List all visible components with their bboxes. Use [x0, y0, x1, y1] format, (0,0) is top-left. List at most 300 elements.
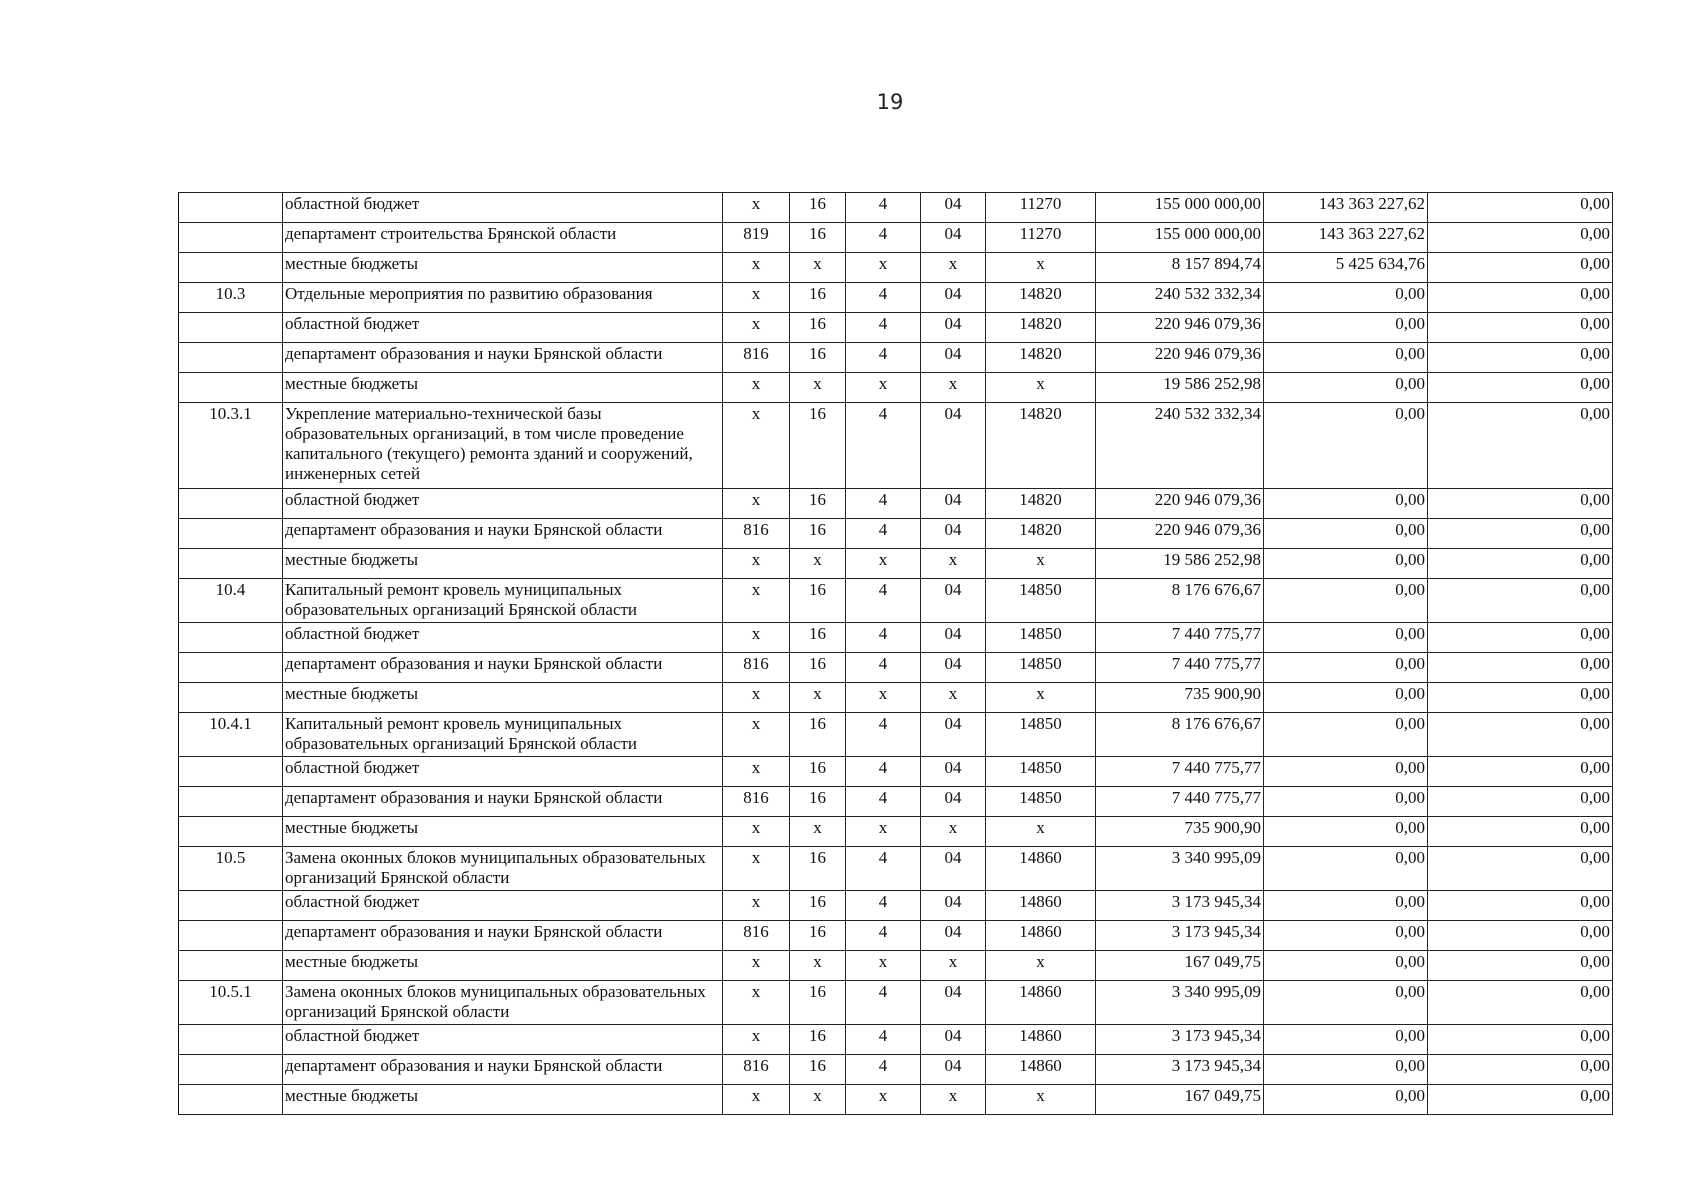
- code-cell: 14820: [986, 283, 1096, 313]
- amount-cell: 0,00: [1264, 683, 1428, 713]
- item-number-cell: [179, 817, 283, 847]
- code-cell: 16: [790, 223, 846, 253]
- amount-cell: 3 173 945,34: [1096, 1025, 1264, 1055]
- amount-cell: 7 440 775,77: [1096, 787, 1264, 817]
- amount-cell: 0,00: [1428, 981, 1613, 1025]
- grbs-code-cell: 819: [723, 223, 790, 253]
- item-number-cell: [179, 549, 283, 579]
- item-number-cell: [179, 519, 283, 549]
- code-cell: 4: [846, 1025, 921, 1055]
- code-cell: 04: [921, 713, 986, 757]
- code-cell: 14860: [986, 847, 1096, 891]
- item-number-cell: [179, 253, 283, 283]
- item-number-cell: [179, 757, 283, 787]
- code-cell: x: [921, 549, 986, 579]
- grbs-code-cell: x: [723, 549, 790, 579]
- table-row: [179, 757, 1613, 787]
- code-cell: 16: [790, 343, 846, 373]
- code-cell: 4: [846, 713, 921, 757]
- grbs-code-cell: x: [723, 891, 790, 921]
- amount-cell: 0,00: [1264, 787, 1428, 817]
- code-cell: x: [986, 549, 1096, 579]
- amount-cell: 0,00: [1428, 847, 1613, 891]
- code-cell: 14820: [986, 403, 1096, 489]
- code-cell: x: [986, 253, 1096, 283]
- table-row: [179, 489, 1613, 519]
- code-cell: 4: [846, 921, 921, 951]
- code-cell: x: [921, 817, 986, 847]
- amount-cell: 0,00: [1264, 847, 1428, 891]
- amount-cell: 8 176 676,67: [1096, 713, 1264, 757]
- grbs-code-cell: x: [723, 623, 790, 653]
- amount-cell: 220 946 079,36: [1096, 313, 1264, 343]
- table-row: [179, 579, 1613, 623]
- table-row: [179, 549, 1613, 579]
- code-cell: x: [846, 373, 921, 403]
- amount-cell: 0,00: [1264, 713, 1428, 757]
- description-cell: местные бюджеты: [283, 951, 723, 981]
- code-cell: x: [790, 683, 846, 713]
- code-cell: 04: [921, 847, 986, 891]
- amount-cell: 0,00: [1428, 313, 1613, 343]
- amount-cell: 0,00: [1428, 683, 1613, 713]
- code-cell: x: [846, 951, 921, 981]
- amount-cell: 0,00: [1264, 757, 1428, 787]
- code-cell: x: [921, 951, 986, 981]
- code-cell: 04: [921, 579, 986, 623]
- code-cell: 14820: [986, 343, 1096, 373]
- grbs-code-cell: x: [723, 1085, 790, 1115]
- table-row: [179, 313, 1613, 343]
- amount-cell: 0,00: [1264, 373, 1428, 403]
- amount-cell: 155 000 000,00: [1096, 193, 1264, 223]
- code-cell: 14820: [986, 489, 1096, 519]
- code-cell: x: [790, 373, 846, 403]
- code-cell: 16: [790, 579, 846, 623]
- grbs-code-cell: x: [723, 489, 790, 519]
- description-cell: местные бюджеты: [283, 253, 723, 283]
- code-cell: x: [986, 683, 1096, 713]
- grbs-code-cell: x: [723, 981, 790, 1025]
- amount-cell: 0,00: [1428, 757, 1613, 787]
- code-cell: 11270: [986, 193, 1096, 223]
- description-cell: областной бюджет: [283, 757, 723, 787]
- budget-table: [178, 192, 1613, 1115]
- amount-cell: 220 946 079,36: [1096, 343, 1264, 373]
- amount-cell: 0,00: [1428, 951, 1613, 981]
- code-cell: 4: [846, 403, 921, 489]
- amount-cell: 0,00: [1264, 489, 1428, 519]
- description-cell: Замена оконных блоков муниципальных образовательных организаций Брянской области: [283, 981, 723, 1025]
- item-number-cell: 10.5.1: [179, 981, 283, 1025]
- amount-cell: 19 586 252,98: [1096, 549, 1264, 579]
- table-row: [179, 373, 1613, 403]
- grbs-code-cell: 816: [723, 921, 790, 951]
- table-row: [179, 921, 1613, 951]
- amount-cell: 0,00: [1264, 313, 1428, 343]
- table-row: [179, 193, 1613, 223]
- code-cell: x: [846, 253, 921, 283]
- code-cell: 16: [790, 313, 846, 343]
- code-cell: x: [790, 951, 846, 981]
- description-cell: областной бюджет: [283, 313, 723, 343]
- code-cell: 14860: [986, 921, 1096, 951]
- code-cell: 04: [921, 313, 986, 343]
- grbs-code-cell: x: [723, 713, 790, 757]
- description-cell: департамент образования и науки Брянской области: [283, 653, 723, 683]
- amount-cell: 735 900,90: [1096, 683, 1264, 713]
- code-cell: x: [790, 817, 846, 847]
- amount-cell: 3 340 995,09: [1096, 981, 1264, 1025]
- code-cell: x: [846, 1085, 921, 1115]
- grbs-code-cell: x: [723, 847, 790, 891]
- code-cell: 14860: [986, 981, 1096, 1025]
- grbs-code-cell: 816: [723, 1055, 790, 1085]
- table-row: [179, 847, 1613, 891]
- code-cell: 14820: [986, 313, 1096, 343]
- item-number-cell: 10.4: [179, 579, 283, 623]
- amount-cell: 0,00: [1428, 343, 1613, 373]
- amount-cell: 220 946 079,36: [1096, 489, 1264, 519]
- item-number-cell: [179, 489, 283, 519]
- table-row: [179, 713, 1613, 757]
- code-cell: x: [921, 683, 986, 713]
- code-cell: x: [921, 373, 986, 403]
- code-cell: 4: [846, 283, 921, 313]
- code-cell: 04: [921, 403, 986, 489]
- code-cell: 16: [790, 653, 846, 683]
- amount-cell: 167 049,75: [1096, 951, 1264, 981]
- description-cell: департамент образования и науки Брянской области: [283, 921, 723, 951]
- grbs-code-cell: x: [723, 193, 790, 223]
- code-cell: 04: [921, 653, 986, 683]
- table-row: [179, 1055, 1613, 1085]
- code-cell: x: [846, 549, 921, 579]
- description-cell: Замена оконных блоков муниципальных образовательных организаций Брянской области: [283, 847, 723, 891]
- amount-cell: 0,00: [1428, 489, 1613, 519]
- code-cell: x: [846, 817, 921, 847]
- description-cell: департамент образования и науки Брянской области: [283, 343, 723, 373]
- code-cell: 16: [790, 623, 846, 653]
- table-row: [179, 1085, 1613, 1115]
- code-cell: 14850: [986, 713, 1096, 757]
- code-cell: 16: [790, 921, 846, 951]
- item-number-cell: [179, 951, 283, 981]
- code-cell: 14850: [986, 757, 1096, 787]
- grbs-code-cell: x: [723, 817, 790, 847]
- code-cell: 4: [846, 653, 921, 683]
- table-row: [179, 519, 1613, 549]
- code-cell: 14860: [986, 1025, 1096, 1055]
- amount-cell: 0,00: [1264, 283, 1428, 313]
- page-number: 19: [876, 90, 904, 114]
- item-number-cell: [179, 313, 283, 343]
- description-cell: департамент образования и науки Брянской области: [283, 787, 723, 817]
- amount-cell: 0,00: [1428, 579, 1613, 623]
- amount-cell: 240 532 332,34: [1096, 283, 1264, 313]
- code-cell: 14850: [986, 653, 1096, 683]
- code-cell: 16: [790, 403, 846, 489]
- code-cell: 4: [846, 981, 921, 1025]
- code-cell: 14860: [986, 1055, 1096, 1085]
- code-cell: 04: [921, 489, 986, 519]
- code-cell: 16: [790, 1025, 846, 1055]
- amount-cell: 0,00: [1264, 1025, 1428, 1055]
- table-row: [179, 623, 1613, 653]
- description-cell: местные бюджеты: [283, 549, 723, 579]
- code-cell: 04: [921, 623, 986, 653]
- amount-cell: 0,00: [1428, 403, 1613, 489]
- amount-cell: 0,00: [1428, 891, 1613, 921]
- code-cell: 04: [921, 283, 986, 313]
- amount-cell: 0,00: [1428, 1055, 1613, 1085]
- description-cell: областной бюджет: [283, 489, 723, 519]
- amount-cell: 7 440 775,77: [1096, 757, 1264, 787]
- amount-cell: 3 173 945,34: [1096, 891, 1264, 921]
- description-cell: областной бюджет: [283, 623, 723, 653]
- amount-cell: 0,00: [1428, 253, 1613, 283]
- code-cell: x: [790, 1085, 846, 1115]
- code-cell: 16: [790, 283, 846, 313]
- code-cell: x: [846, 683, 921, 713]
- amount-cell: 5 425 634,76: [1264, 253, 1428, 283]
- code-cell: x: [790, 253, 846, 283]
- table-row: [179, 1025, 1613, 1055]
- code-cell: 14850: [986, 579, 1096, 623]
- item-number-cell: [179, 921, 283, 951]
- amount-cell: 0,00: [1264, 817, 1428, 847]
- code-cell: 16: [790, 981, 846, 1025]
- description-cell: областной бюджет: [283, 891, 723, 921]
- amount-cell: 0,00: [1264, 343, 1428, 373]
- grbs-code-cell: x: [723, 283, 790, 313]
- amount-cell: 19 586 252,98: [1096, 373, 1264, 403]
- code-cell: 04: [921, 891, 986, 921]
- code-cell: 16: [790, 1055, 846, 1085]
- code-cell: 4: [846, 787, 921, 817]
- code-cell: 04: [921, 223, 986, 253]
- amount-cell: 8 157 894,74: [1096, 253, 1264, 283]
- code-cell: 14860: [986, 891, 1096, 921]
- amount-cell: 167 049,75: [1096, 1085, 1264, 1115]
- amount-cell: 0,00: [1428, 549, 1613, 579]
- description-cell: местные бюджеты: [283, 817, 723, 847]
- grbs-code-cell: x: [723, 373, 790, 403]
- code-cell: x: [921, 1085, 986, 1115]
- item-number-cell: [179, 1085, 283, 1115]
- code-cell: 04: [921, 787, 986, 817]
- amount-cell: 0,00: [1264, 891, 1428, 921]
- amount-cell: 0,00: [1428, 373, 1613, 403]
- table-row: [179, 653, 1613, 683]
- code-cell: 14820: [986, 519, 1096, 549]
- amount-cell: 0,00: [1264, 1055, 1428, 1085]
- code-cell: x: [986, 373, 1096, 403]
- amount-cell: 0,00: [1428, 713, 1613, 757]
- code-cell: 4: [846, 313, 921, 343]
- table-row: [179, 253, 1613, 283]
- grbs-code-cell: 816: [723, 519, 790, 549]
- code-cell: 16: [790, 757, 846, 787]
- table-row: [179, 891, 1613, 921]
- amount-cell: 3 173 945,34: [1096, 921, 1264, 951]
- description-cell: местные бюджеты: [283, 1085, 723, 1115]
- amount-cell: 0,00: [1428, 921, 1613, 951]
- description-cell: департамент образования и науки Брянской области: [283, 519, 723, 549]
- code-cell: 16: [790, 489, 846, 519]
- code-cell: 4: [846, 847, 921, 891]
- amount-cell: 0,00: [1428, 653, 1613, 683]
- item-number-cell: 10.5: [179, 847, 283, 891]
- grbs-code-cell: 816: [723, 787, 790, 817]
- grbs-code-cell: x: [723, 683, 790, 713]
- code-cell: 4: [846, 223, 921, 253]
- amount-cell: 8 176 676,67: [1096, 579, 1264, 623]
- code-cell: 04: [921, 757, 986, 787]
- amount-cell: 0,00: [1428, 787, 1613, 817]
- amount-cell: 0,00: [1428, 519, 1613, 549]
- code-cell: x: [986, 817, 1096, 847]
- grbs-code-cell: 816: [723, 653, 790, 683]
- table-row: [179, 951, 1613, 981]
- amount-cell: 0,00: [1264, 951, 1428, 981]
- code-cell: x: [790, 549, 846, 579]
- amount-cell: 0,00: [1264, 579, 1428, 623]
- item-number-cell: [179, 623, 283, 653]
- table-row: [179, 223, 1613, 253]
- code-cell: 14850: [986, 623, 1096, 653]
- code-cell: 4: [846, 757, 921, 787]
- amount-cell: 0,00: [1428, 283, 1613, 313]
- code-cell: 04: [921, 519, 986, 549]
- amount-cell: 0,00: [1428, 1025, 1613, 1055]
- grbs-code-cell: x: [723, 579, 790, 623]
- description-cell: Капитальный ремонт кровель муниципальных образовательных организаций Брянской области: [283, 713, 723, 757]
- code-cell: 4: [846, 489, 921, 519]
- amount-cell: 0,00: [1264, 403, 1428, 489]
- item-number-cell: [179, 223, 283, 253]
- item-number-cell: 10.3.1: [179, 403, 283, 489]
- code-cell: 4: [846, 579, 921, 623]
- amount-cell: 143 363 227,62: [1264, 223, 1428, 253]
- amount-cell: 3 340 995,09: [1096, 847, 1264, 891]
- table-row: [179, 817, 1613, 847]
- table-row: [179, 981, 1613, 1025]
- description-cell: областной бюджет: [283, 1025, 723, 1055]
- table-row: [179, 343, 1613, 373]
- amount-cell: 0,00: [1428, 223, 1613, 253]
- code-cell: 04: [921, 981, 986, 1025]
- amount-cell: 0,00: [1264, 921, 1428, 951]
- amount-cell: 0,00: [1428, 623, 1613, 653]
- item-number-cell: [179, 891, 283, 921]
- amount-cell: 220 946 079,36: [1096, 519, 1264, 549]
- description-cell: Капитальный ремонт кровель муниципальных образовательных организаций Брянской области: [283, 579, 723, 623]
- description-cell: департамент образования и науки Брянской области: [283, 1055, 723, 1085]
- amount-cell: 0,00: [1264, 623, 1428, 653]
- code-cell: 4: [846, 193, 921, 223]
- code-cell: x: [986, 951, 1096, 981]
- item-number-cell: [179, 787, 283, 817]
- amount-cell: 0,00: [1264, 653, 1428, 683]
- amount-cell: 240 532 332,34: [1096, 403, 1264, 489]
- amount-cell: 155 000 000,00: [1096, 223, 1264, 253]
- item-number-cell: [179, 373, 283, 403]
- code-cell: 4: [846, 1055, 921, 1085]
- amount-cell: 0,00: [1428, 817, 1613, 847]
- amount-cell: 7 440 775,77: [1096, 623, 1264, 653]
- item-number-cell: [179, 1055, 283, 1085]
- description-cell: местные бюджеты: [283, 683, 723, 713]
- item-number-cell: 10.4.1: [179, 713, 283, 757]
- item-number-cell: [179, 653, 283, 683]
- code-cell: 4: [846, 623, 921, 653]
- table-row: [179, 283, 1613, 313]
- amount-cell: 143 363 227,62: [1264, 193, 1428, 223]
- grbs-code-cell: x: [723, 253, 790, 283]
- table-body: [179, 193, 1613, 1115]
- code-cell: 16: [790, 713, 846, 757]
- code-cell: 04: [921, 1025, 986, 1055]
- code-cell: 16: [790, 787, 846, 817]
- description-cell: Отдельные мероприятия по развитию образования: [283, 283, 723, 313]
- amount-cell: 0,00: [1264, 549, 1428, 579]
- amount-cell: 0,00: [1264, 1085, 1428, 1115]
- description-cell: департамент строительства Брянской области: [283, 223, 723, 253]
- code-cell: 04: [921, 921, 986, 951]
- code-cell: 16: [790, 847, 846, 891]
- code-cell: 14850: [986, 787, 1096, 817]
- grbs-code-cell: x: [723, 403, 790, 489]
- code-cell: 04: [921, 1055, 986, 1085]
- item-number-cell: [179, 193, 283, 223]
- code-cell: 16: [790, 891, 846, 921]
- amount-cell: 3 173 945,34: [1096, 1055, 1264, 1085]
- amount-cell: 735 900,90: [1096, 817, 1264, 847]
- amount-cell: 0,00: [1428, 193, 1613, 223]
- grbs-code-cell: x: [723, 313, 790, 343]
- description-cell: местные бюджеты: [283, 373, 723, 403]
- item-number-cell: [179, 683, 283, 713]
- table-row: [179, 403, 1613, 489]
- description-cell: областной бюджет: [283, 193, 723, 223]
- description-cell: Укрепление материально-технической базы образовательных организаций, в том числе проведение капитального (текущего) ремонта зданий и сооружений, инженерных сетей: [283, 403, 723, 489]
- table-row: [179, 683, 1613, 713]
- code-cell: 04: [921, 193, 986, 223]
- code-cell: 11270: [986, 223, 1096, 253]
- amount-cell: 0,00: [1264, 981, 1428, 1025]
- grbs-code-cell: x: [723, 1025, 790, 1055]
- amount-cell: 7 440 775,77: [1096, 653, 1264, 683]
- grbs-code-cell: x: [723, 951, 790, 981]
- code-cell: 04: [921, 343, 986, 373]
- grbs-code-cell: 816: [723, 343, 790, 373]
- grbs-code-cell: x: [723, 757, 790, 787]
- code-cell: 4: [846, 519, 921, 549]
- code-cell: x: [921, 253, 986, 283]
- code-cell: 4: [846, 891, 921, 921]
- code-cell: x: [986, 1085, 1096, 1115]
- code-cell: 4: [846, 343, 921, 373]
- item-number-cell: 10.3: [179, 283, 283, 313]
- amount-cell: 0,00: [1264, 519, 1428, 549]
- amount-cell: 0,00: [1428, 1085, 1613, 1115]
- code-cell: 16: [790, 193, 846, 223]
- item-number-cell: [179, 1025, 283, 1055]
- table-row: [179, 787, 1613, 817]
- code-cell: 16: [790, 519, 846, 549]
- item-number-cell: [179, 343, 283, 373]
